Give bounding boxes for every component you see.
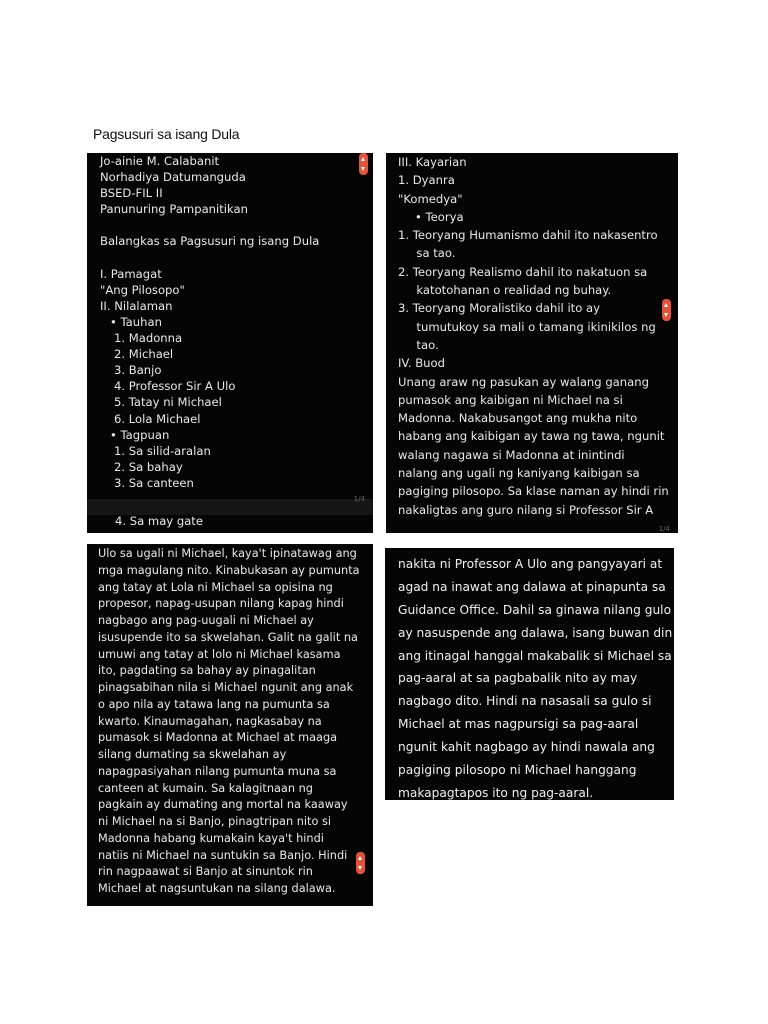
- summary-line: napagpasiyahan nilang pumunta muna sa: [98, 764, 337, 778]
- summary-line: kwarto. Kinaumagahan, nagkasabay na: [98, 714, 322, 728]
- summary-line: nakaligtas ang guro nilang si Professor Sir A: [398, 502, 654, 517]
- summary-line: ngunit kahit nagbago ay hindi nawala ang: [398, 740, 655, 755]
- tauhan-item: 3. Banjo: [114, 363, 162, 378]
- summary-line: Madonna habang kumakain kaya't hindi: [98, 831, 324, 845]
- page-indicator: 1/4: [658, 525, 670, 533]
- tagpuan-item: 4. Sa may gate: [115, 514, 203, 528]
- summary-line: nagbago ang pag-uugali ni Michael ay: [98, 614, 314, 627]
- summary-line: ni Michael na si Banjo, pinagtripan nito si: [98, 815, 331, 828]
- summary-line: Michael at nagsuntukan na silang dalawa.: [98, 882, 336, 895]
- teorya-item: 1. Teoryang Humanismo dahil ito nakasentro: [398, 228, 658, 243]
- page-break-bar: [87, 499, 373, 515]
- play-title: "Ang Pilosopo": [100, 282, 185, 297]
- tauhan-item: 1. Madonna: [114, 331, 183, 346]
- dyanra-item: 1. Dyanra: [398, 173, 455, 188]
- panel-4-text: [398, 553, 672, 800]
- summary-line: pumasok si Madonna at Michael at maaga: [98, 731, 338, 745]
- tagpuan-item: 2. Sa bahay: [114, 459, 183, 474]
- course-line: BSED-FIL II: [100, 186, 163, 201]
- panel-3-text: [98, 546, 360, 898]
- summary-line: o apo nila ay tatawa lang na pumunta sa: [98, 697, 330, 711]
- summary-line: pumasok ang kaibigan ni Michael na si: [398, 392, 623, 407]
- page-indicator: 1/4: [353, 495, 365, 503]
- screenshot-panel-1: [87, 153, 373, 533]
- summary-line: Unang araw ng pasukan ay walang ganang: [398, 374, 649, 389]
- summary-line: rin nagpaawat si Banjo at sinuntok rin: [98, 865, 313, 879]
- summary-line: canteen at kumain. Sa kalagitnaan ng: [98, 781, 313, 795]
- tauhan-item: 5. Tatay ni Michael: [114, 395, 222, 410]
- teorya-item-cont: tumutukoy sa mali o tamang ikinikilos ng: [398, 319, 656, 334]
- summary-line: ang tatay at Lola ni Michael sa opisina ng: [98, 580, 333, 594]
- tauhan-item: 2. Michael: [114, 347, 174, 362]
- summary-line: umuwi ang tatay at lolo ni Michael kasama: [98, 647, 341, 661]
- teorya-label: • Teorya: [415, 209, 464, 224]
- summary-line: habang ang kaibigan ay tawa ng tawa, ngunit: [398, 429, 665, 444]
- summary-line: nalang ang ugali ng kaniyang kaibigan sa: [398, 466, 640, 481]
- tagpuan-item: 1. Sa silid-aralan: [114, 443, 211, 458]
- summary-line: nakita ni Professor A Ulo ang pangyayari at: [398, 557, 663, 571]
- scroll-handle-icon[interactable]: [356, 852, 365, 874]
- summary-line: pag-aaral at sa pagbabalik nito ay may: [398, 671, 638, 686]
- section-nilalaman: II. Nilalaman: [100, 298, 173, 313]
- page-title: Pagsusuri sa isang Dula: [93, 126, 240, 142]
- summary-line: walang nagawa si Madonna at inintindi: [398, 447, 625, 462]
- teorya-item: 3. Teoryang Moralistiko dahil ito ay: [398, 301, 600, 316]
- section-buod: IV. Buod: [398, 356, 445, 371]
- summary-line: Guidance Office. Dahil sa ginawa nilang gulo: [398, 602, 672, 617]
- summary-line: ito, pagdating sa bahay ay pinagalitan: [98, 664, 316, 678]
- section-pamagat: I. Pamagat: [100, 266, 162, 281]
- teorya-item-cont: sa tao.: [398, 246, 456, 261]
- summary-line: Ulo sa ugali ni Michael, kaya't ipinatawag ang: [98, 547, 357, 560]
- summary-line: propesor, napag-usupan nilang kapag hindi: [98, 597, 344, 611]
- summary-line: makapagtapos ito ng pag-aaral.: [398, 785, 594, 800]
- tauhan-item: 4. Professor Sir A Ulo: [114, 379, 236, 394]
- summary-line: natiis ni Michael na suntukin sa Banjo. Hindi: [98, 848, 348, 862]
- screenshot-panel-4: [385, 548, 674, 800]
- author-line-1: Jo-ainie M. Calabanit: [100, 154, 220, 168]
- summary-line: isusupende ito sa skwelahan. Galit na galit na: [98, 630, 358, 644]
- section-kayarian: III. Kayarian: [398, 155, 467, 169]
- genre-value: "Komedya": [398, 191, 463, 206]
- author-line-2: Norhadiya Datumanguda: [100, 170, 246, 185]
- summary-line: Madonna. Nakabusangot ang mukha nito: [398, 411, 638, 426]
- teorya-item-cont: tao.: [398, 337, 439, 352]
- panel-1-text: [100, 153, 319, 491]
- tauhan-item: 6. Lola Michael: [114, 411, 201, 426]
- tagpuan-item: 3. Sa canteen: [114, 475, 194, 490]
- outline-heading: Balangkas sa Pagsusuri ng isang Dula: [100, 234, 320, 249]
- summary-line: pinagsabihan nila si Michael ngunit ang anak: [98, 681, 354, 694]
- summary-line: pagiging pilosopo ni Michael hanggang: [398, 763, 637, 778]
- summary-line: ang itinagal hanggal makabalik si Michael sa: [398, 648, 672, 663]
- tagpuan-label: • Tagpuan: [110, 427, 170, 442]
- summary-line: pagiging pilosopo. Sa klase naman ay hindi rin: [398, 484, 669, 499]
- panel-2-text: [398, 153, 669, 519]
- summary-line: pagkain ay dumating ang mortal na kaaway: [98, 798, 348, 812]
- scroll-handle-icon[interactable]: [662, 299, 671, 321]
- summary-line: mga magulang nito. Kinabukasan ay pumunta: [98, 563, 360, 577]
- teorya-item-cont: katotohanan o realidad ng buhay.: [398, 283, 612, 298]
- screenshot-panel-2: [386, 153, 678, 533]
- summary-line: silang dumating sa skwelahan ay: [98, 748, 287, 761]
- summary-line: agad na inawat ang dalawa at pinapunta sa: [398, 579, 666, 594]
- teorya-item: 2. Teoryang Realismo dahil ito nakatuon sa: [398, 264, 648, 279]
- summary-line: Michael at mas nagpursigi sa pag-aaral: [398, 717, 639, 732]
- summary-line: nagbago dito. Hindi na nasasali sa gulo si: [398, 694, 652, 709]
- tauhan-label: • Tauhan: [110, 314, 162, 329]
- subject-line: Panunuring Pampanitikan: [100, 202, 248, 217]
- scroll-handle-icon[interactable]: [359, 153, 368, 175]
- summary-line: ay nasuspende ang dalawa, isang buwan din: [398, 625, 673, 640]
- screenshot-panel-3: [87, 544, 373, 906]
